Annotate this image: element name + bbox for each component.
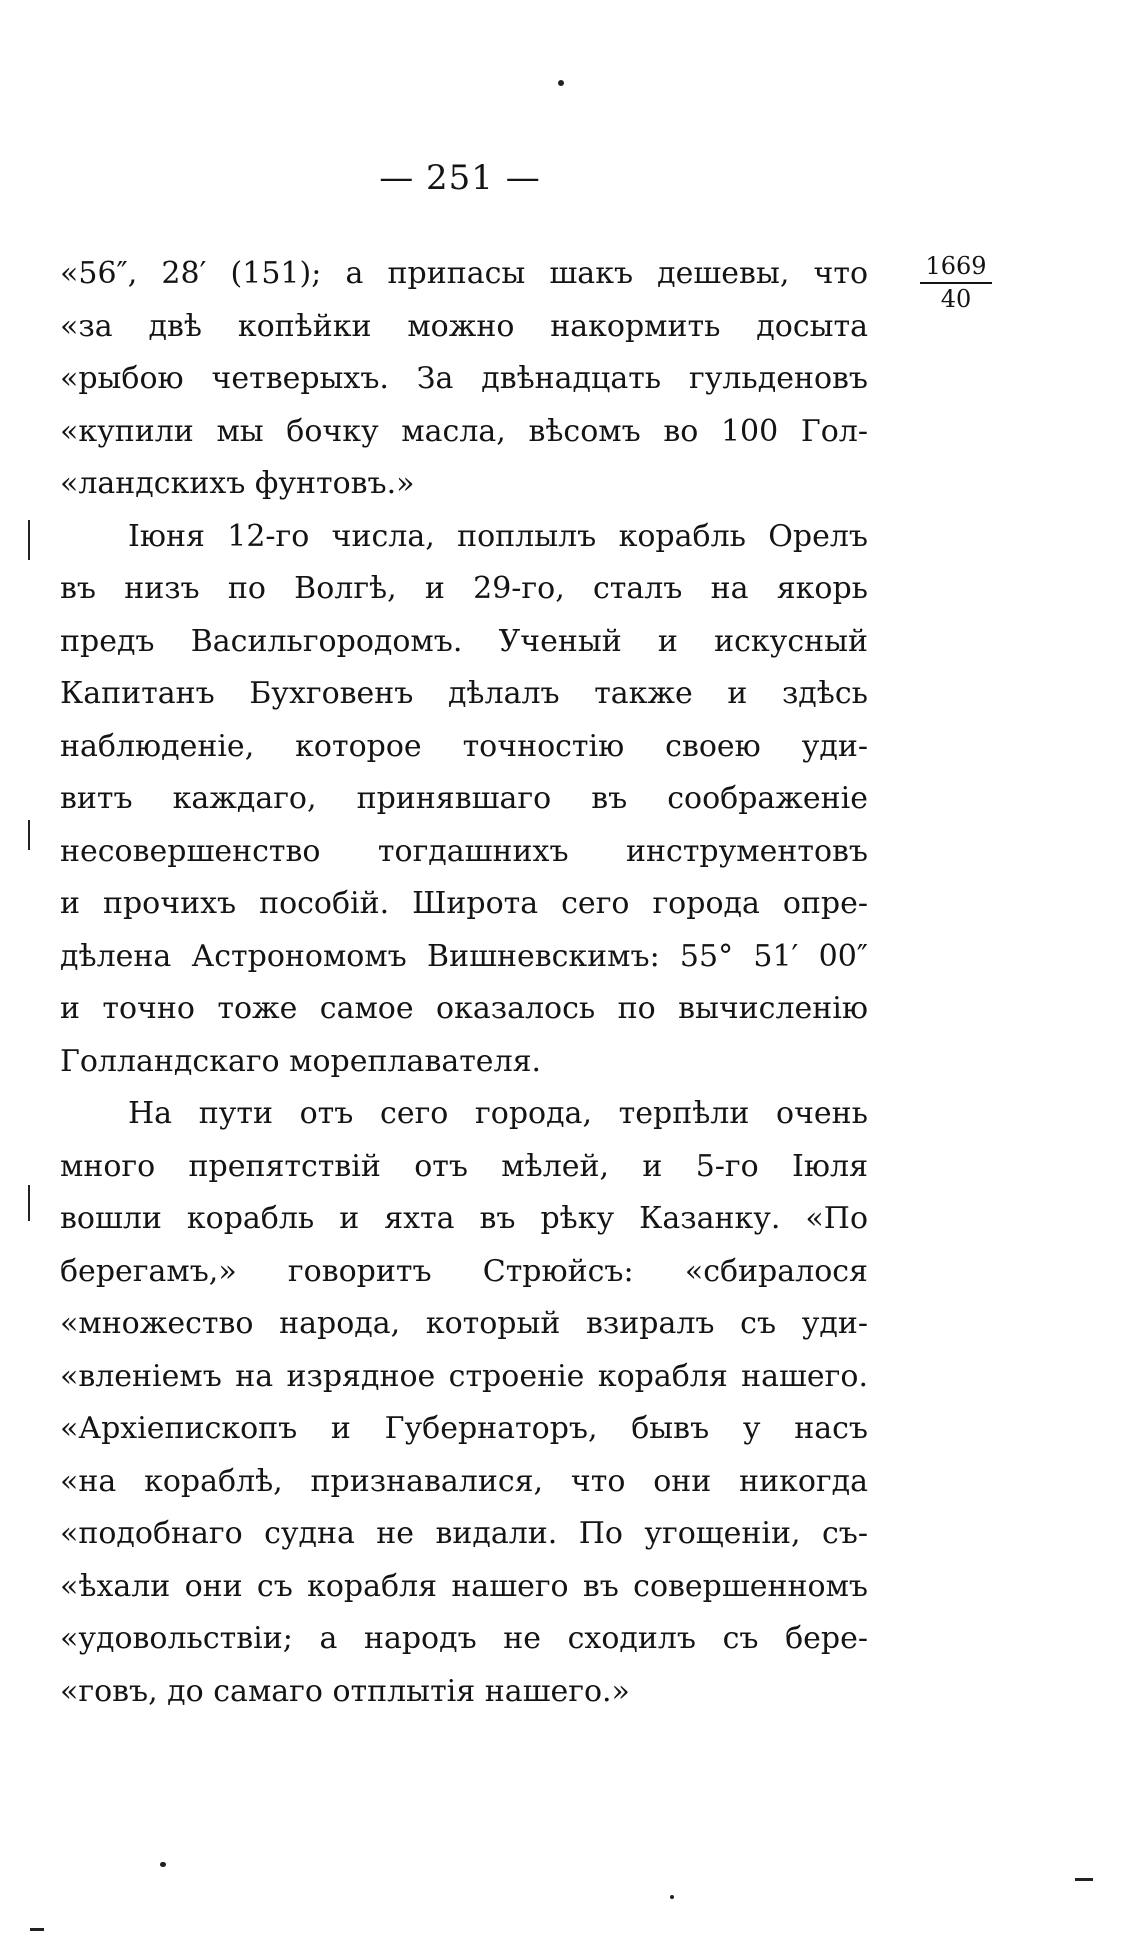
text-line: «за двѣ копѣйки можно накормить досыта	[60, 308, 868, 344]
text-line: «56″, 28′ (151); а припасы шакъ дешевы, что	[60, 256, 868, 291]
text-line: «вленіемъ на изрядное строеніе корабля нашего.	[60, 1358, 868, 1394]
scan-edge-mark	[1075, 1878, 1093, 1881]
text-line: Іюня 12-го числа, поплылъ корабль Орелъ	[128, 518, 868, 554]
paragraph-1	[60, 248, 868, 511]
text-line: «подобнаго судна не видали. По угощеніи, съ-	[60, 1516, 868, 1551]
text-line: несовершенство тогдашнихъ инструментовъ	[60, 833, 868, 869]
scan-speck	[160, 1862, 166, 1867]
text-line: «ландскихъ фунтовъ.»	[60, 466, 415, 501]
text-line: «на кораблѣ, признавалися, что они никогда	[60, 1463, 868, 1499]
text-line: дѣлена Астрономомъ Вишневскимъ: 55° 51′ 00″	[60, 938, 868, 974]
paragraph-2	[60, 511, 868, 1089]
text-line: «Архіепископъ и Губернаторъ, бывъ у насъ	[60, 1411, 868, 1446]
text-line: «удовольствіи; а народъ не сходилъ съ бере-	[60, 1621, 868, 1656]
text-line: наблюденіе, которое точностію своею уди-	[60, 728, 868, 764]
page-number: — 251 —	[379, 158, 541, 198]
text-line: Капитанъ Бухговенъ дѣлалъ также и здѣсь	[60, 676, 868, 711]
paragraph-3	[60, 1088, 868, 1718]
text-line: «рыбою четверыхъ. За двѣнадцать гульденовъ	[60, 361, 868, 396]
body-text	[60, 248, 868, 1718]
text-line: въ низъ по Волгѣ, и 29-го, сталъ на якорь	[60, 571, 868, 606]
text-line: много препятствій отъ мѣлей, и 5-го Іюля	[60, 1148, 868, 1184]
text-line: «говъ, до самаго отплытія нашего.»	[60, 1673, 630, 1709]
text-line: вошли корабль и яхта въ рѣку Казанку. «По	[60, 1201, 868, 1236]
scan-edge-mark	[28, 820, 30, 850]
text-line: и прочихъ пособій. Широта сего города опре-	[60, 886, 868, 921]
text-line: витъ каждаго, принявшаго въ соображеніе	[60, 781, 868, 816]
margin-year-note	[920, 252, 992, 313]
text-line: и точно тоже самое оказалось по вычисленію	[60, 991, 868, 1026]
scan-speck	[558, 80, 564, 86]
text-line: На пути отъ сего города, терпѣли очень	[128, 1096, 868, 1131]
margin-year-numerator: 1669	[925, 252, 987, 280]
scan-edge-mark	[30, 1928, 44, 1931]
scan-edge-mark	[28, 1185, 30, 1221]
text-line: Голландскаго мореплавателя.	[60, 1043, 542, 1079]
text-line: предъ Васильгородомъ. Ученый и искусный	[60, 623, 868, 659]
margin-year-denominator: 40	[920, 282, 992, 313]
text-line: «ѣхали они съ корабля нашего въ совершенномъ	[60, 1568, 868, 1604]
scan-speck	[670, 1895, 674, 1899]
text-line: «множество народа, который взиралъ съ уди-	[60, 1306, 868, 1341]
text-line: «купили мы бочку масла, вѣсомъ во 100 Гол-	[60, 413, 868, 449]
text-line: берегамъ,» говоритъ Стрюйсъ: «сбиралося	[60, 1253, 868, 1289]
scan-edge-mark	[28, 520, 30, 560]
